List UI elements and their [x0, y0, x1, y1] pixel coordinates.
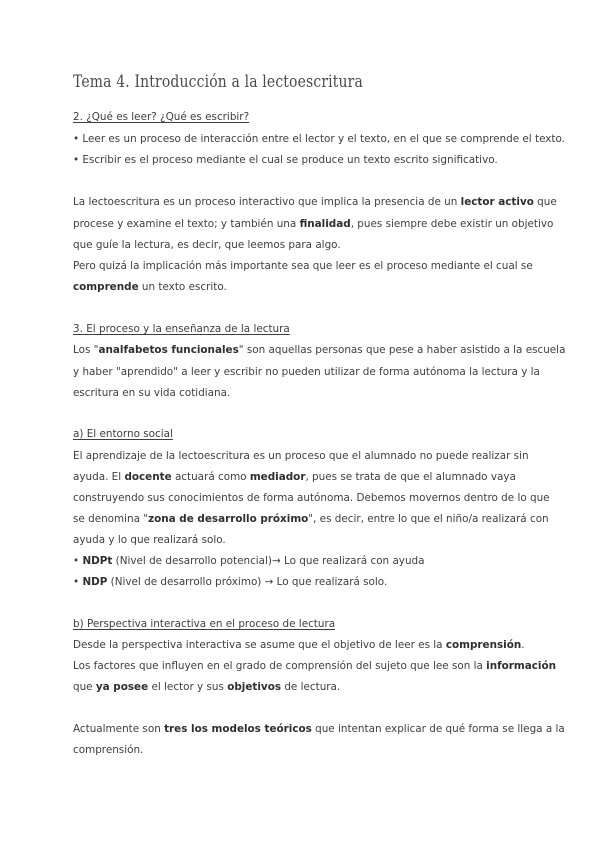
page-title: Tema 4. Introducción a la lectoescritura — [73, 72, 363, 92]
paragraph-line — [73, 195, 557, 209]
bold-text: NDP — [82, 576, 108, 588]
text: que — [533, 196, 557, 208]
paragraph-line: y haber "aprendido" a leer y escribir no pueden utilizar de forma autónoma la lectura y la — [73, 366, 540, 378]
text: se denomina " — [73, 513, 149, 525]
text: que — [73, 681, 96, 693]
bold-text: información — [486, 660, 557, 672]
paragraph-line: escritura en su vida cotidiana. — [73, 387, 231, 399]
bold-text: analfabetos funcionales — [98, 344, 239, 356]
text: de lectura. — [281, 681, 341, 693]
bold-text: mediador — [249, 471, 306, 483]
bold-text: comprende — [73, 281, 139, 293]
paragraph-line: que guíe la lectura, es decir, que leemos para algo. — [73, 239, 341, 251]
section-heading: a) El entorno social — [73, 428, 173, 440]
text: Los " — [73, 344, 99, 356]
text: • — [73, 576, 83, 588]
bold-text: lector activo — [460, 196, 534, 208]
text: (Nivel de desarrollo próximo) → Lo que realizará solo. — [107, 576, 388, 588]
text: ", es decir, entre lo que el niño/a realizará con — [308, 513, 549, 525]
bullet-item — [73, 554, 425, 568]
paragraph-line — [73, 470, 516, 484]
paragraph-line — [73, 217, 553, 231]
bold-text: finalidad — [299, 218, 351, 230]
bullet-item: • Leer es un proceso de interacción entre el lector y el texto, en el que se comprende el texto. — [73, 133, 565, 145]
bold-text: ya posee — [95, 681, 149, 693]
paragraph-line — [73, 722, 565, 736]
bold-text: docente — [124, 471, 172, 483]
text: procese y examine el texto; y también una — [73, 218, 300, 230]
text: el lector y sus — [148, 681, 228, 693]
paragraph-line: Pero quizá la implicación más importante sea que leer es el proceso mediante el cual se — [73, 260, 533, 272]
text: un texto escrito. — [138, 281, 227, 293]
paragraph-line: construyendo sus conocimientos de forma autónoma. Debemos movernos dentro de lo que — [73, 492, 550, 504]
bullet-item — [73, 575, 387, 589]
section-heading: b) Perspectiva interactiva en el proceso de lectura — [73, 618, 336, 630]
text: La lectoescritura es un proceso interactivo que implica la presencia de un — [73, 196, 461, 208]
text: Desde la perspectiva interactiva se asume que el objetivo de leer es la — [73, 639, 446, 651]
paragraph-line — [73, 659, 556, 673]
text: (Nivel de desarrollo potencial)→ Lo que realizará con ayuda — [112, 555, 425, 567]
text: Actualmente son — [73, 723, 165, 735]
text: . — [521, 639, 525, 651]
paragraph-line — [73, 512, 549, 526]
text: que intentan explicar de qué forma se llega a la — [311, 723, 565, 735]
text: actuará como — [171, 471, 250, 483]
section-heading: 3. El proceso y la enseñanza de la lectura — [73, 323, 290, 335]
bold-text: NDPt — [82, 555, 113, 567]
paragraph-line — [73, 680, 340, 694]
text: Los factores que influyen en el grado de comprensión del sujeto que lee son la — [73, 660, 487, 672]
bold-text: zona de desarrollo próximo — [148, 513, 309, 525]
paragraph-line — [73, 343, 565, 357]
text: , pues se trata de que el alumnado vaya — [305, 471, 516, 483]
text: ayuda. El — [73, 471, 125, 483]
bold-text: tres los modelos teóricos — [164, 723, 312, 735]
text: • — [73, 555, 83, 567]
text: , pues siempre debe existir un objetivo — [350, 218, 554, 230]
paragraph-line: ayuda y lo que realizará solo. — [73, 534, 226, 546]
paragraph-line — [73, 638, 525, 652]
paragraph-line: comprensión. — [73, 744, 144, 756]
bold-text: comprensión — [445, 639, 522, 651]
paragraph-line — [73, 280, 227, 294]
bold-text: objetivos — [227, 681, 282, 693]
text: " son aquellas personas que pese a haber asistido a la escuela — [238, 344, 566, 356]
bullet-item: • Escribir es el proceso mediante el cual se produce un texto escrito significativo. — [73, 154, 498, 166]
section-heading: 2. ¿Qué es leer? ¿Qué es escribir? — [73, 111, 250, 123]
paragraph-line: El aprendizaje de la lectoescritura es un proceso que el alumnado no puede realizar sin — [73, 450, 529, 462]
